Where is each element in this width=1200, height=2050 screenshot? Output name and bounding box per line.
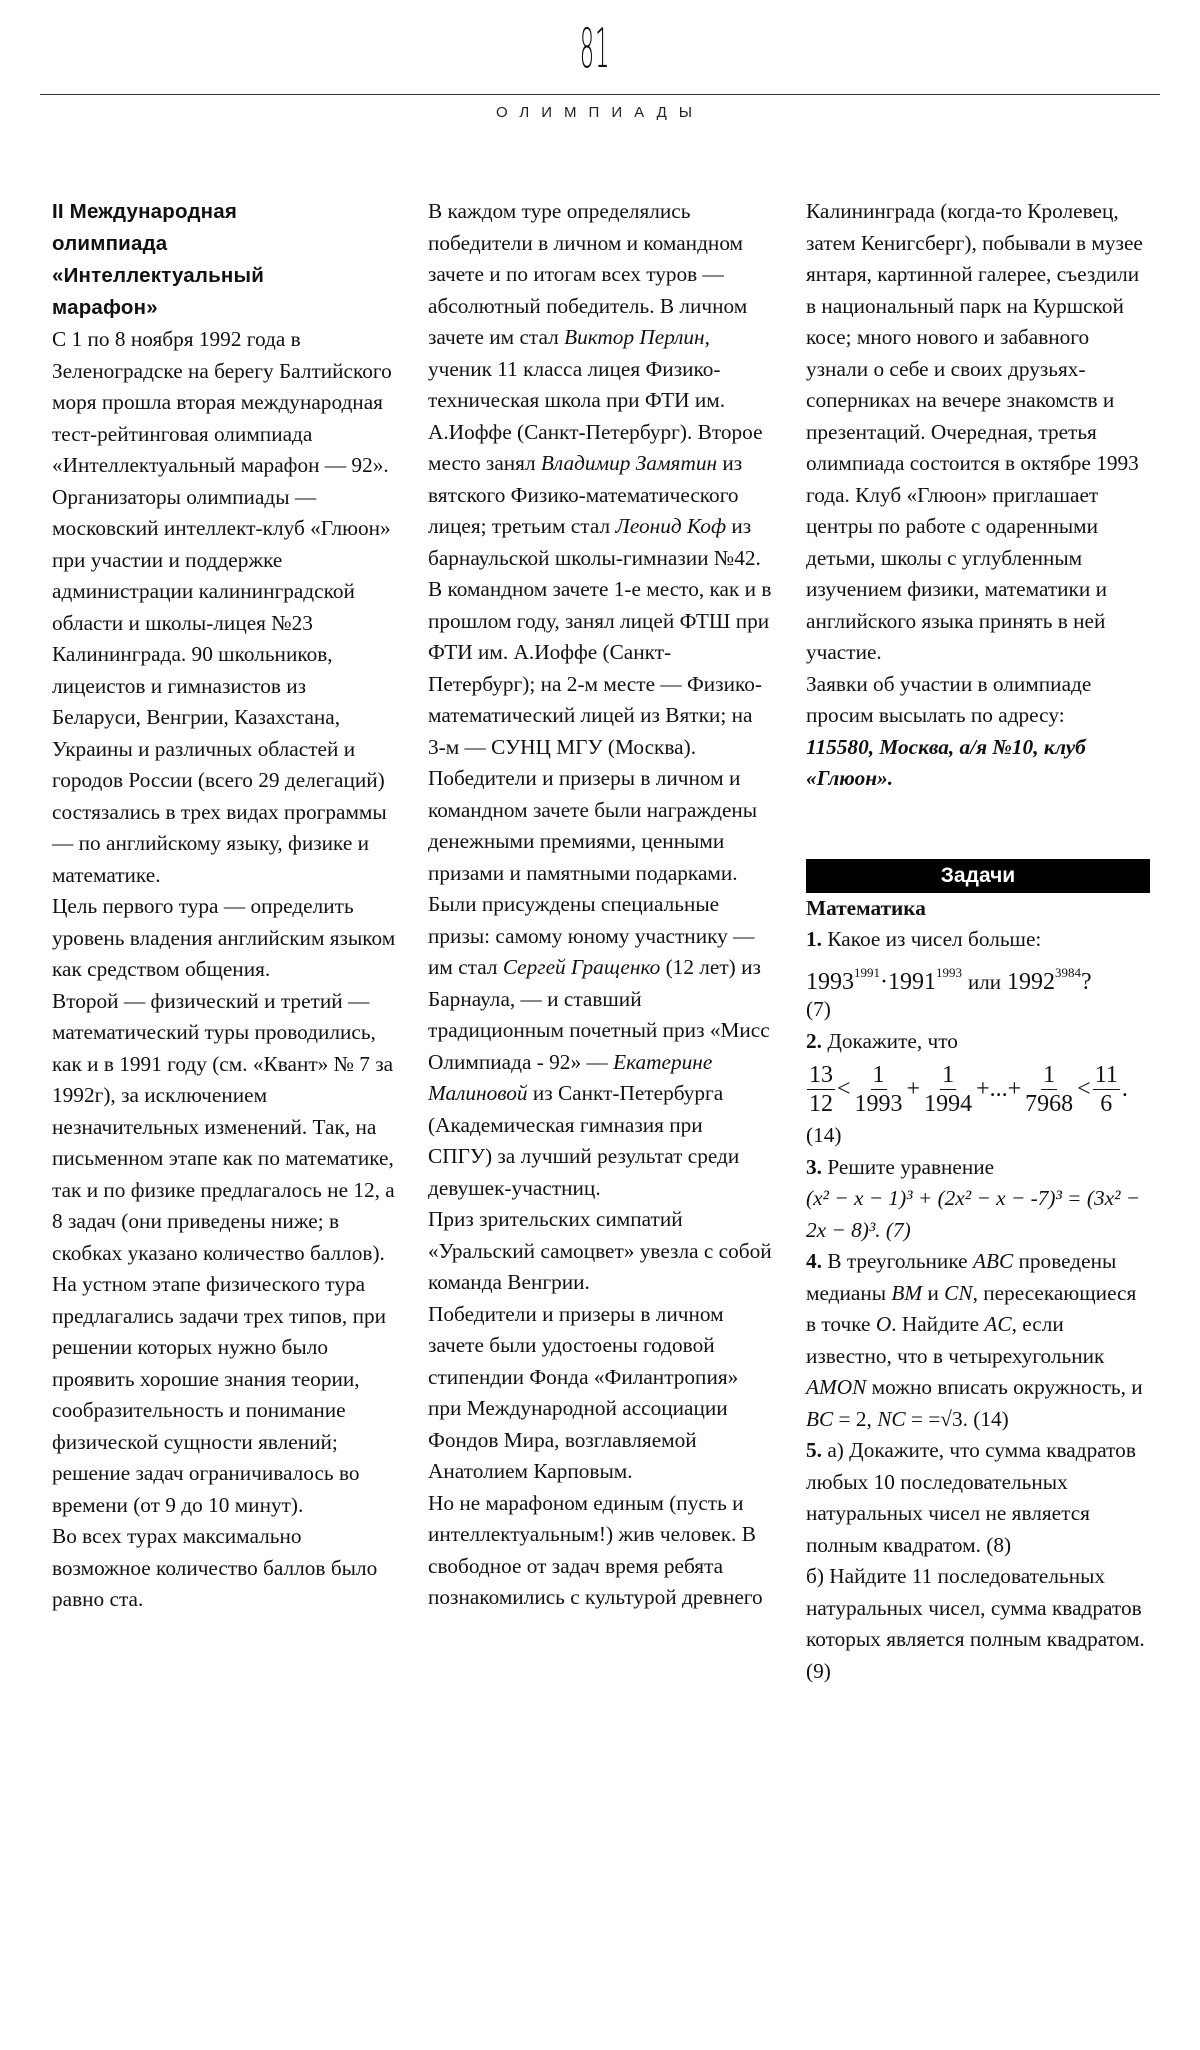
winner-name: Леонид Коф [615, 514, 727, 538]
title-line: II Международная [52, 200, 238, 223]
problem-1: 1. Какое из чисел больше: [806, 927, 1042, 951]
paragraph: Победители и призеры в личном и командном зачете были награждены денежными премиями, ценными призами и памятными подарками. Были присуждены специальные призы: самому юному участнику — им стал Сергей Гращенко (12 лет) из Барнаула, — и ставший традиционным почетный приз «Мисс Олимпиада - 92» — Екатерине Малиновой из Санкт-Петербурга (Академическая гимназия при СПГУ) за лучший результат среди девушек-участниц. [428, 766, 770, 1200]
paragraph: Калининграда (когда-то Кролевец, затем Кенигсберг), побывали в музее янтаря, картинной галерее, съездили в национальный парк на Куршской косе; много нового и забавного узнали о себе и своих друзьях-соперниках на вечере знакомств и презентаций. Очередная, третья олимпиада состоится в октябре 1993 года. Клуб «Глюон» приглашает центры по работе с одаренными детьми, школы с углубленным изучением физики, математики и английского языка принять в ней участие. [806, 199, 1143, 664]
paragraph: В каждом туре определялись победители в личном и командном зачете и по итогам всех туров — абсолютный победитель. В личном зачете им стал Виктор Перлин, ученик 11 класса лицея Физико-техническая школа при ФТИ им. А.Иоффе (Санкт-Петербург). Второе место занял Владимир Замятин из вятского Физико-математического лицея; третьим стал Леонид Коф из барнаульской школы-гимназии №42. [428, 199, 763, 570]
problem-5a: 5. а) Докажите, что сумма квадратов любых 10 последовательных натуральных чисел не является полным квадратом. (8) [806, 1438, 1136, 1557]
winner-name: Виктор Перлин [564, 325, 705, 349]
winner-name: Сергей Гращенко [502, 955, 661, 979]
problem-2-inequality: $\frac{13}{12}$ < $\frac{1}{1993}$ + $\frac{1}{1994}$ +...+ $\frac{1}{7968}$ < $\frac{11}{6}$ . [809, 1062, 1128, 1117]
problem-2-points: (14) [806, 1123, 842, 1147]
problem-3-equation: (x² − x − 1)³ + (2x² − x − -7)³ = (3x² − 2x − 8)³. (7) [806, 1186, 1141, 1242]
subject-heading: Математика [806, 895, 926, 920]
winner-name: Владимир Замятин [540, 451, 718, 475]
paragraph: Но не марафоном единым (пусть и интеллектуальным!) жив человек. В свободное от задач время ребята познакомились с культурой древнего [428, 1490, 763, 1609]
problem-2: 2. Докажите, что [806, 1028, 958, 1053]
tasks-heading: Задачи [806, 859, 1150, 893]
paragraph: Победители и призеры в личном зачете были удостоены годовой стипендии Фонда «Филантропия» при Международной ассоциации Фондов Мира, возглавляемой Анатолием Карповым. [428, 1301, 739, 1483]
paragraph: Второй — физический и третий — математический туры проводились, как и в 1991 году (см. «Квант» № 7 за 1992г), за исключением незначительных изменений. Так, на письменном этапе как по математике, так и по физике предлагалось не 12, а 8 задач (они приведены ниже; в скобках указано количество баллов). На устном этапе физического тура предлагались задачи трех типов, при решении которых нужно было проявить хорошие знания теории, сообразительность и понимание физической сущности явлений; решение задач ограничивалось во времени (от 9 до 10 минут). [52, 988, 395, 1517]
paragraph: Во всех турах максимально возможное количество баллов было равно ста. [52, 1524, 378, 1611]
article-title [52, 196, 396, 324]
problem-3: 3. Решите уравнение [806, 1154, 995, 1179]
address: 115580, Москва, а/я №10, клуб «Глюон». [806, 734, 1086, 790]
paragraph: В командном зачете 1-е место, как и в прошлом году, занял лицей ФТШ при ФТИ им. А.Иоффе (Санкт-Петербург); на 2-м месте — Физико-математический лицей из Вятки; на 3-м — СУНЦ МГУ (Москва). [428, 577, 772, 759]
title-line: марафон» [52, 296, 158, 319]
paragraph: С 1 по 8 ноября 1992 года в Зеленоградске на берегу Балтийского моря прошла вторая международная тест-рейтинговая олимпиада «Интеллектуальный марафон — 92». [52, 327, 392, 477]
problem-1-points: (7) [806, 997, 831, 1021]
paragraph: Цель первого тура — определить уровень владения английским языком как средством общения. [52, 894, 396, 981]
title-line: олимпиада [52, 232, 168, 255]
header-rule [40, 94, 1160, 95]
problem-1-expression: $1993^{1991}\cdot 1991^{1993}$ или $1992^{3984}$? [806, 964, 1092, 995]
problem-5b: б) Найдите 11 последовательных натуральных чисел, сумма квадратов которых является полным квадратом. (9) [806, 1564, 1145, 1683]
paragraph: Организаторы олимпиады — московский интеллект-клуб «Глюон» при участии и поддержке администрации калининградской области и школы-лицея №23 Калининграда. 90 школьников, лицеистов и гимназистов из Беларуси, Венгрии, Казахстана, Украины и различных областей и городов России (всего 29 делегаций) состязались в трех видах программы — по английскому языку, физике и математике. [52, 484, 391, 887]
problem-4: 4. В треугольнике ABC проведены медианы BM и CN, пересекающиеся в точке O. Найдите AC, если известно, что в четырехугольник AMON можно вписать окружность, и BC = 2, NC = =√3. (14) [806, 1249, 1143, 1431]
title-line: «Интеллектуальный [52, 264, 264, 287]
page-number: 81 [579, 17, 611, 80]
column-1 [52, 196, 396, 1616]
section-label: ОЛИМПИАДЫ [495, 104, 705, 121]
column-3 [806, 196, 1150, 1687]
paragraph: Приз зрительских симпатий «Уральский самоцвет» увезла с собой команда Венгрии. [428, 1207, 772, 1294]
paragraph: Заявки об участии в олимпиаде просим высылать по адресу: [806, 671, 1092, 727]
column-2 [428, 196, 772, 1614]
winner-name: Екатерине Малиновой [428, 1049, 713, 1105]
